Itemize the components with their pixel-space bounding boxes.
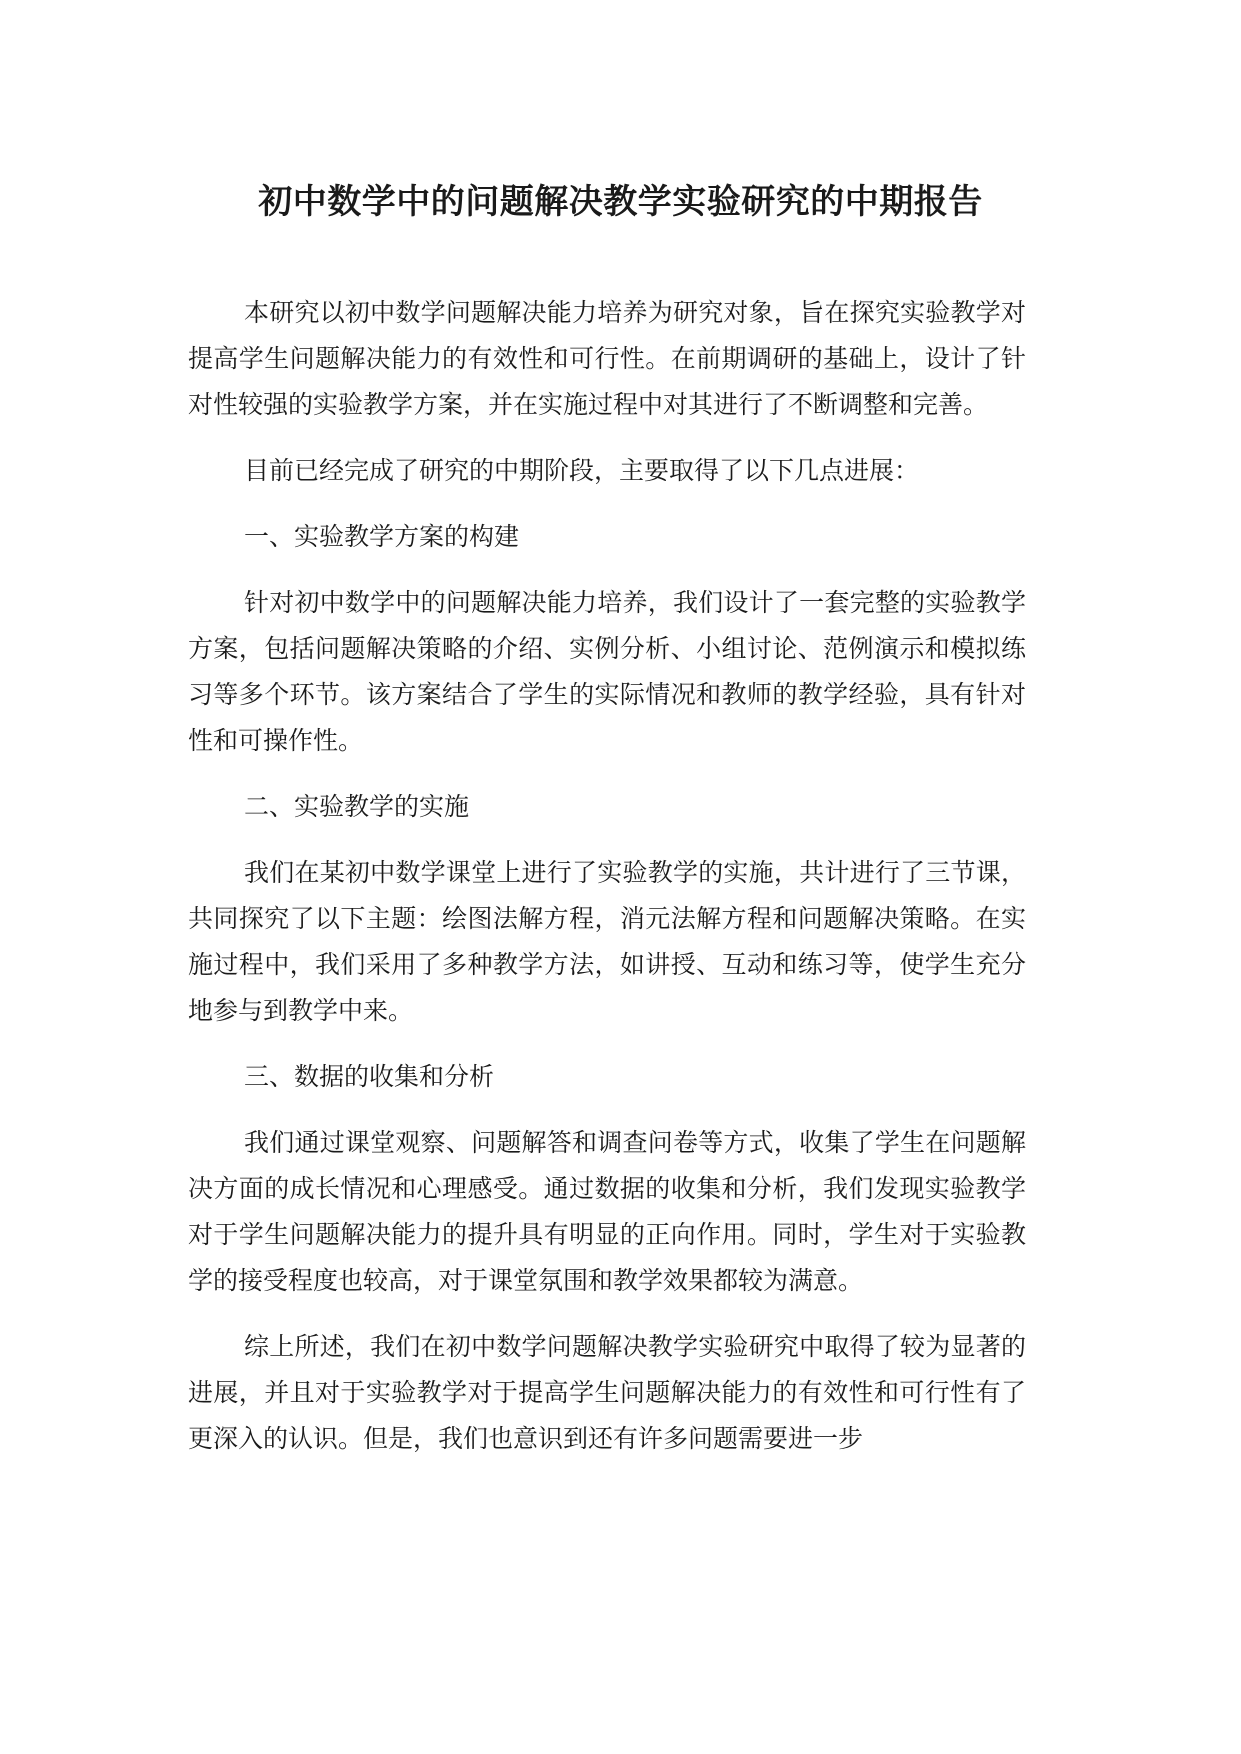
section-heading-3: 三、数据的收集和分析 [244, 1062, 495, 1091]
paragraph-intro: 本研究以初中数学问题解决能力培养为研究对象，旨在探究实验教学对提高学生问题解决能力的有效性和可行性。在前期调研的基础上，设计了针对性较强的实验教学方案，并在实施过程中对其进行了不断调整和完善。 [188, 298, 1026, 419]
document-title: 初中数学中的问题解决教学实验研究的中期报告 [258, 182, 983, 222]
section-heading-1: 一、实验教学方案的构建 [244, 522, 520, 551]
paragraph-section-1: 针对初中数学中的问题解决能力培养，我们设计了一套完整的实验教学方案，包括问题解决策略的介绍、实例分析、小组讨论、范例演示和模拟练习等多个环节。该方案结合了学生的实际情况和教师的教学经验，具有针对性和可操作性。 [188, 588, 1026, 755]
paragraph-section-2: 我们在某初中数学课堂上进行了实验教学的实施，共计进行了三节课，共同探究了以下主题：绘图法解方程，消元法解方程和问题解决策略。在实施过程中，我们采用了多种教学方法，如讲授、互动和练习等，使学生充分地参与到教学中来。 [188, 858, 1026, 1025]
document-body [188, 290, 1026, 1482]
paragraph-conclusion: 综上所述，我们在初中数学问题解决教学实验研究中取得了较为显著的进展，并且对于实验教学对于提高学生问题解决能力的有效性和可行性有了更深入的认识。但是，我们也意识到还有许多问题需要进一步 [188, 1332, 1026, 1453]
section-heading-2: 二、实验教学的实施 [244, 792, 470, 821]
paragraph-progress-summary: 目前已经完成了研究的中期阶段，主要取得了以下几点进展： [244, 456, 920, 485]
paragraph-section-3: 我们通过课堂观察、问题解答和调查问卷等方式，收集了学生在问题解决方面的成长情况和心理感受。通过数据的收集和分析，我们发现实验教学对于学生问题解决能力的提升具有明显的正向作用。同时，学生对于实验教学的接受程度也较高，对于课堂氛围和教学效果都较为满意。 [188, 1128, 1026, 1295]
